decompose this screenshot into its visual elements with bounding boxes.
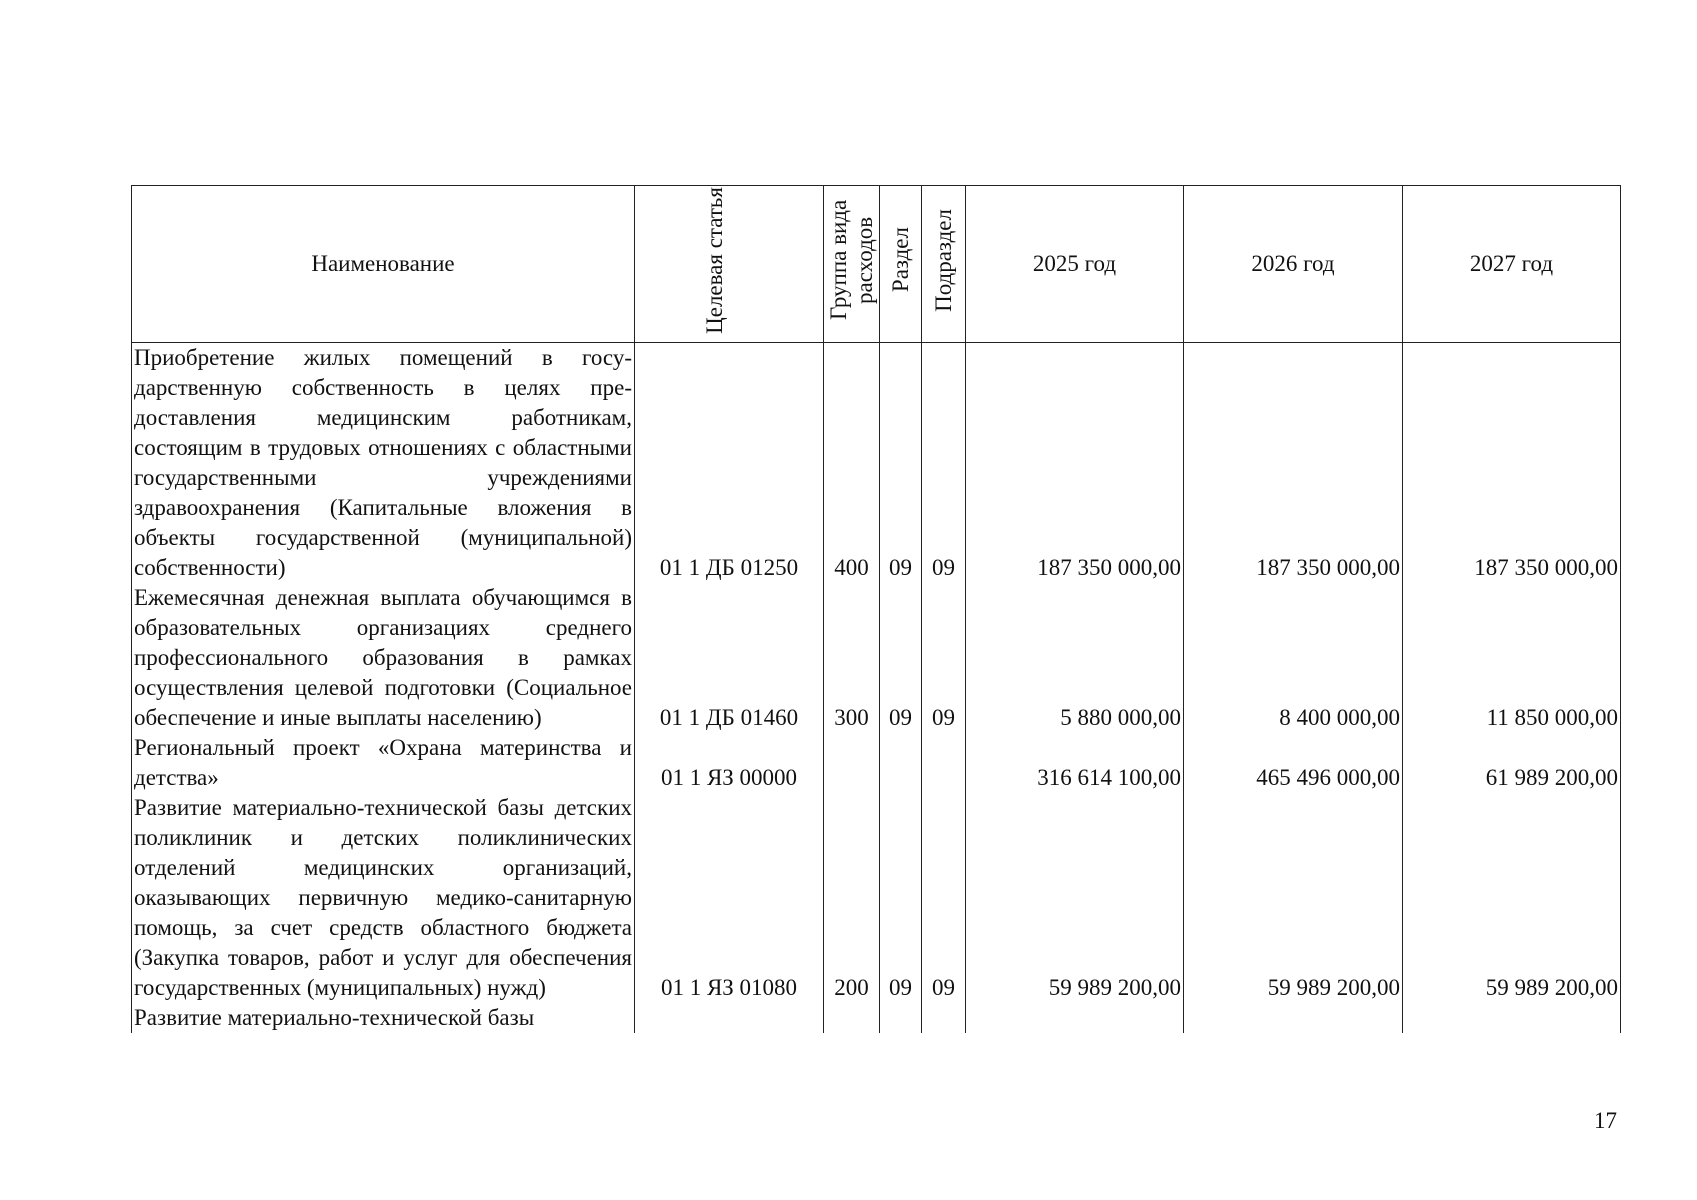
row-name: Развитие материально-технической базы детских поликлиник и детских поликлинических отделений медицинских организаций, оказывающих первичную медико-санитарную помощь, за счет средств областного бюджета (Закупка товаров, работ и услуг для обеспечения государственных (муниципальных) нужд)	[132, 793, 635, 1003]
row-name: Ежемесячная денежная выплата обучающимся в образовательных организациях среднего профессионального образования в рамках осуществления целевой подготовки (Социальное обеспечение и иные выплаты населению)	[132, 583, 635, 733]
row-target-article	[635, 1003, 824, 1033]
table-row	[132, 733, 1621, 793]
header-section: Раздел	[880, 186, 922, 343]
row-section: 09	[880, 343, 922, 584]
row-amount-2025: 187 350 000,00	[966, 343, 1184, 584]
row-amount-2027: 187 350 000,00	[1403, 343, 1621, 584]
header-2026: 2026 год	[1184, 186, 1403, 343]
row-name: Приобретение жилых помещений в государственную собственность в целях предоставления медицинским работникам, состоящим в трудовых отношениях с областными государственными учреждениями здравоохранения (Капитальные вложения в объекты государственной (муниципальной) собственности)	[132, 343, 635, 584]
row-expense-group	[824, 733, 880, 793]
row-target-article: 01 1 ДБ 01250	[635, 343, 824, 584]
row-amount-2025	[966, 1003, 1184, 1033]
row-section	[880, 1003, 922, 1033]
row-amount-2026: 465 496 000,00	[1184, 733, 1403, 793]
table-row	[132, 1003, 1621, 1033]
row-expense-group: 300	[824, 583, 880, 733]
header-2027: 2027 год	[1403, 186, 1621, 343]
row-subsection: 09	[922, 343, 966, 584]
header-name: Наименование	[132, 186, 635, 343]
row-amount-2027: 11 850 000,00	[1403, 583, 1621, 733]
row-subsection: 09	[922, 583, 966, 733]
row-target-article: 01 1 ЯЗ 00000	[635, 733, 824, 793]
row-amount-2027: 61 989 200,00	[1403, 733, 1621, 793]
table-row	[132, 793, 1621, 1003]
table-body	[132, 343, 1621, 1034]
table-row	[132, 583, 1621, 733]
row-amount-2027	[1403, 1003, 1621, 1033]
header-expense-group: Группа вида расходов	[824, 186, 880, 343]
row-subsection	[922, 733, 966, 793]
budget-table	[131, 185, 1621, 1033]
row-expense-group: 200	[824, 793, 880, 1003]
row-amount-2025: 5 880 000,00	[966, 583, 1184, 733]
row-amount-2026: 59 989 200,00	[1184, 793, 1403, 1003]
row-amount-2026: 8 400 000,00	[1184, 583, 1403, 733]
row-section	[880, 733, 922, 793]
row-amount-2026: 187 350 000,00	[1184, 343, 1403, 584]
row-subsection	[922, 1003, 966, 1033]
row-name: Развитие материально-технической базы	[132, 1003, 635, 1033]
header-2025: 2025 год	[966, 186, 1184, 343]
table-header	[132, 186, 1621, 343]
row-expense-group	[824, 1003, 880, 1033]
row-target-article: 01 1 ДБ 01460	[635, 583, 824, 733]
row-amount-2026	[1184, 1003, 1403, 1033]
row-section: 09	[880, 793, 922, 1003]
row-subsection: 09	[922, 793, 966, 1003]
row-amount-2025: 316 614 100,00	[966, 733, 1184, 793]
row-expense-group: 400	[824, 343, 880, 584]
row-amount-2025: 59 989 200,00	[966, 793, 1184, 1003]
row-name: Региональный проект «Охрана материнства и детства»	[132, 733, 635, 793]
row-target-article: 01 1 ЯЗ 01080	[635, 793, 824, 1003]
table-row	[132, 343, 1621, 584]
page-number: 17	[1594, 1108, 1617, 1133]
row-section: 09	[880, 583, 922, 733]
header-subsection: Подраздел	[922, 186, 966, 343]
header-target-article: Целевая статья	[635, 186, 824, 343]
row-amount-2027: 59 989 200,00	[1403, 793, 1621, 1003]
